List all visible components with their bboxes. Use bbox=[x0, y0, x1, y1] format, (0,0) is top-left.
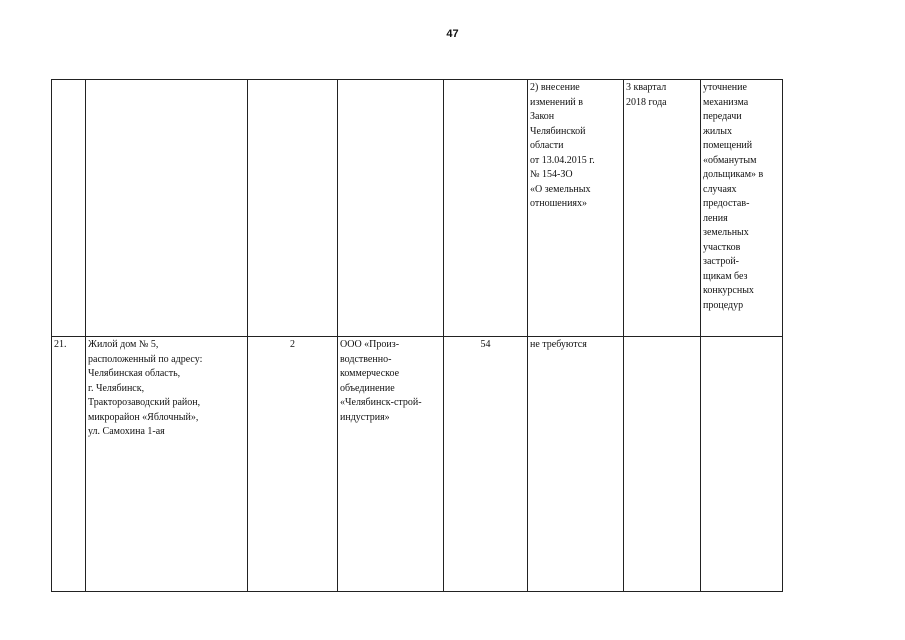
cell-text-line: микрорайон «Яблочный», bbox=[88, 411, 199, 423]
cell-text-line: от 13.04.2015 г. bbox=[530, 154, 595, 166]
cell-text-line: Челябинская область, bbox=[88, 368, 181, 379]
cell-expected-result bbox=[701, 80, 783, 337]
cell-text-line: № 154-ЗО bbox=[530, 169, 573, 180]
cell-text-line: жилых bbox=[703, 125, 732, 137]
cell-text-line: механизма bbox=[703, 96, 749, 108]
cell-text-line: ул. Самохина 1-ая bbox=[88, 426, 165, 437]
cell-developer bbox=[338, 337, 444, 592]
cell-text-line: объединение bbox=[340, 382, 395, 394]
cell-text-line: «О земельных bbox=[530, 183, 591, 195]
measures-table bbox=[51, 79, 783, 592]
cell-text-line: случаях bbox=[703, 183, 737, 195]
cell-text-line: уточнение bbox=[703, 82, 747, 93]
cell-text-line: не требуются bbox=[530, 339, 587, 350]
cell-text-line: передачи bbox=[703, 111, 742, 122]
cell-text-line: щикам без bbox=[703, 270, 748, 282]
cell-text-line: предостав- bbox=[703, 198, 750, 209]
cell-text-line: изменений в bbox=[530, 96, 583, 108]
cell-text-line: «обманутым bbox=[703, 154, 757, 166]
cell-text-line: области bbox=[530, 140, 564, 151]
cell-text-line: Закон bbox=[530, 111, 555, 122]
cell-count: 54 bbox=[444, 337, 528, 592]
cell-text-line: участков bbox=[703, 241, 741, 253]
cell-quantity: 2 bbox=[248, 337, 338, 592]
cell-text-line: 3 квартал bbox=[626, 82, 667, 93]
cell-quantity bbox=[248, 80, 338, 337]
cell-text-line: 2018 года bbox=[626, 96, 667, 108]
cell-expected-result bbox=[701, 337, 783, 592]
cell-row-number bbox=[52, 80, 86, 337]
cell-count bbox=[444, 80, 528, 337]
cell-text-line: дольщикам» в bbox=[703, 169, 764, 180]
cell-text-line: застрой- bbox=[703, 256, 740, 267]
cell-object-address bbox=[86, 80, 248, 337]
cell-text-line: Тракторозаводский район, bbox=[88, 397, 201, 408]
cell-text-line: ООО «Произ- bbox=[340, 339, 400, 350]
cell-measures bbox=[528, 337, 624, 592]
cell-text-line: земельных bbox=[703, 227, 749, 238]
cell-developer bbox=[338, 80, 444, 337]
cell-text-line: Челябинской bbox=[530, 125, 586, 137]
page-number: 47 bbox=[446, 28, 459, 40]
cell-text-line: Жилой дом № 5, bbox=[88, 339, 159, 350]
cell-text-line: расположенный по адресу: bbox=[88, 353, 203, 365]
cell-text-line: ления bbox=[703, 212, 728, 224]
cell-row-number: 21. bbox=[52, 337, 86, 592]
cell-text-line: конкурсных bbox=[703, 285, 754, 296]
cell-object-address bbox=[86, 337, 248, 592]
table-row bbox=[52, 80, 783, 337]
cell-text-line: коммерческое bbox=[340, 368, 400, 379]
cell-text-line: помещений bbox=[703, 140, 753, 151]
cell-text-line: водственно- bbox=[340, 353, 392, 365]
cell-deadline bbox=[624, 80, 701, 337]
cell-text-line: «Челябинск-строй- bbox=[340, 397, 422, 408]
cell-text-line: 2) внесение bbox=[530, 82, 580, 93]
cell-text-line: отношениях» bbox=[530, 198, 588, 209]
cell-text-line: г. Челябинск, bbox=[88, 382, 145, 394]
cell-text-line: процедур bbox=[703, 299, 744, 311]
cell-measures bbox=[528, 80, 624, 337]
table-row bbox=[52, 337, 783, 592]
cell-text-line: индустрия» bbox=[340, 411, 390, 423]
cell-deadline bbox=[624, 337, 701, 592]
